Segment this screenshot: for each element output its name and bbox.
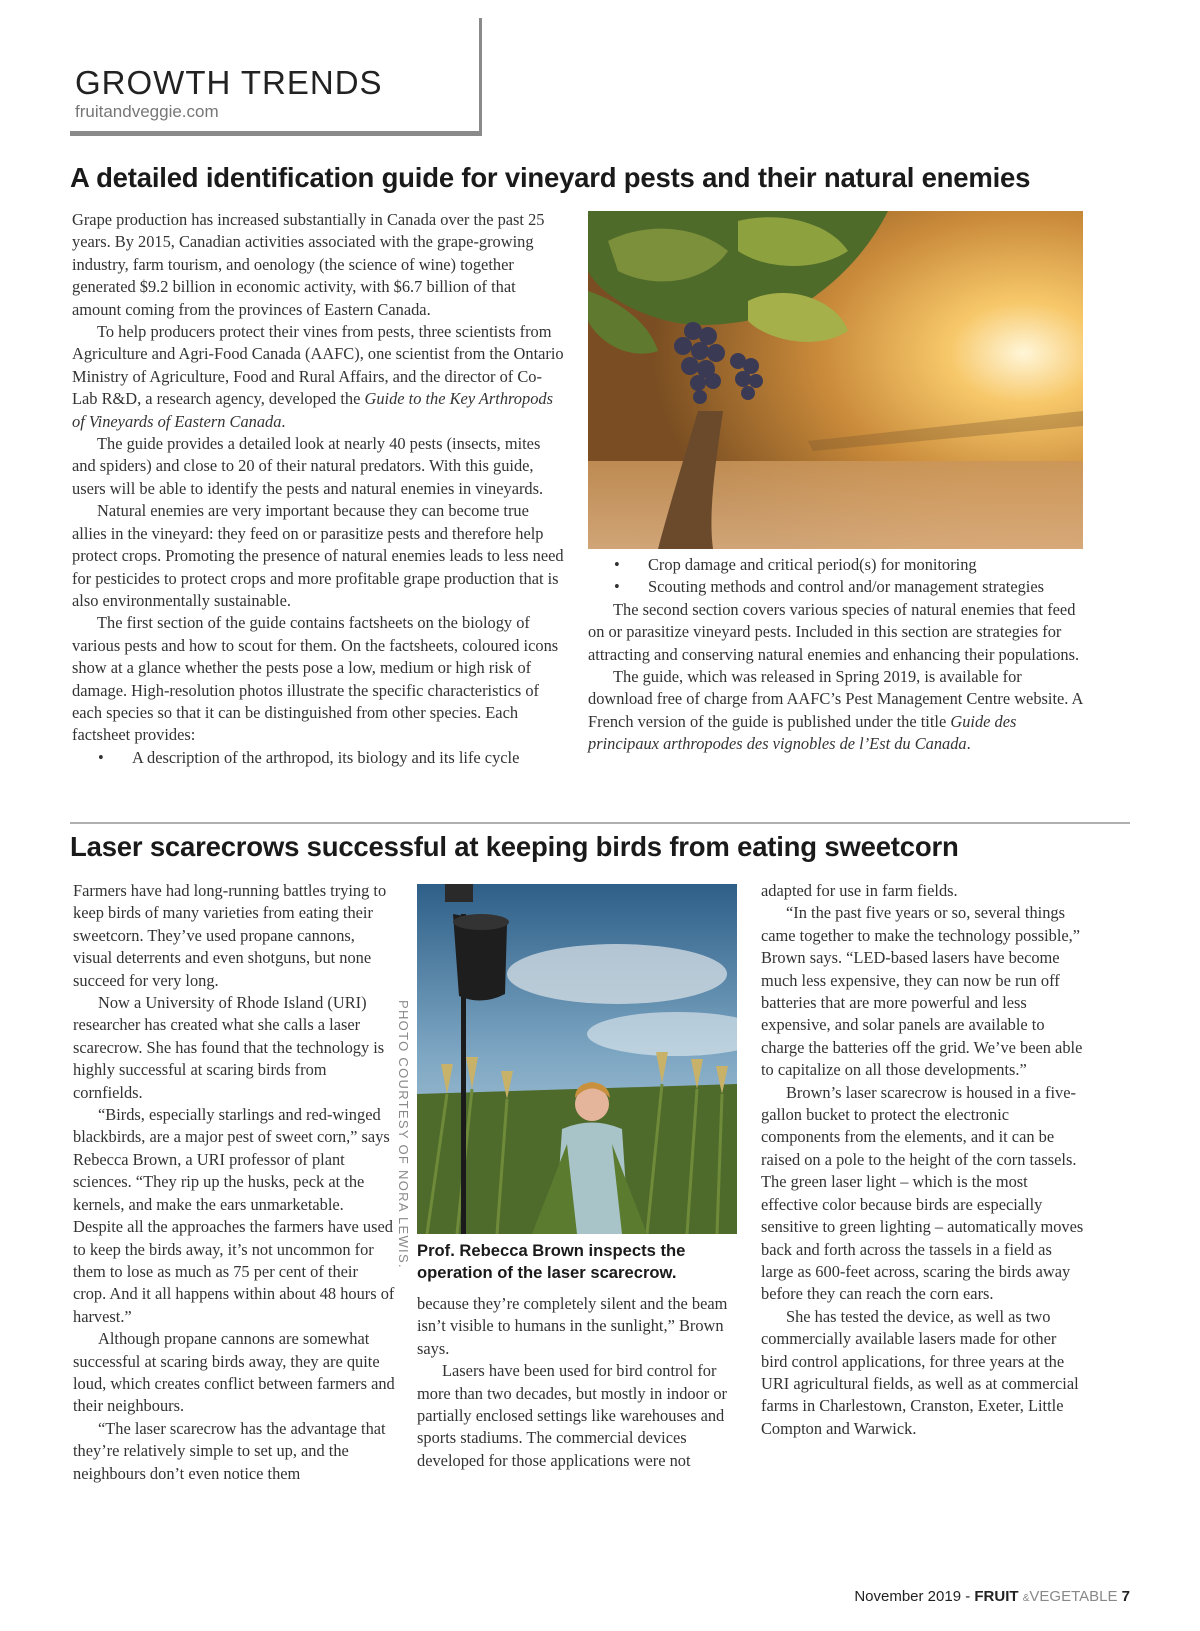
- section-label: GROWTH TRENDS: [75, 64, 383, 101]
- paragraph: The second section covers various species of natural enemies that feed on or parasitize vineyard pests. Included in this section are strategies for attracting and conserving natural enemies and enhancing their populations.: [588, 599, 1080, 664]
- article2-column-2: [417, 1293, 747, 1472]
- article2-column-1: [73, 880, 395, 1485]
- paragraph: The first section of the guide contains factsheets on the biology of various pests and how to scout for them. On the factsheets, coloured icons show at a glance whether the pests pose a low, medium or high risk of damage. High-resolution photos illustrate the specific characteristics of each species so that it can be distinguished from other species. Each factsheet provides:: [72, 613, 559, 745]
- paragraph: “In the past five years or so, several things came together to make the technology possible,” Brown says. “LED-based lasers have become much less expensive, they can now be run off batteries that are more powerful and less expensive, and solar panels are available to charge the batteries off the grid. We’ve been able to capitalize on all those developments.”: [761, 903, 1083, 1080]
- paragraph: Now a University of Rhode Island (URI) researcher has created what she calls a laser scarecrow. She has found that the technology is highly successful at scaring birds from cornfields.: [73, 993, 385, 1102]
- vineyard-grapes-photo: [588, 211, 1083, 549]
- factsheet-list: [588, 554, 1083, 599]
- page-number: 7: [1121, 1588, 1130, 1605]
- photo-caption: Prof. Rebecca Brown inspects the operation of the laser scarecrow.: [417, 1241, 686, 1282]
- paragraph: Brown’s laser scarecrow is housed in a five-gallon bucket to protect the electronic components from the elements, and it can be raised on a pole to the height of the corn tassels. The green laser light – which is the most effective color because birds are especially sensitive to green lighting – automatically moves back and forth across the tassels in a field as large as 600-feet across, scaring the birds away before they can reach the corn ears.: [761, 1082, 1084, 1304]
- french-guide-title: Guide des principaux arthropodes des vignobles de l’Est du Canada: [588, 711, 1017, 754]
- paragraph: Grape production has increased substantially in Canada over the past 25 years. By 2015, Canadian activities associated with the grape-growing industry, farm tourism, and oenology (the science of wine) together generated $9.2 billion in economic activity, with $6.7 billion of that amount coming from the provinces of Eastern Canada.: [72, 210, 545, 319]
- paragraph: adapted for use in farm fields.: [761, 881, 958, 900]
- paragraph: “The laser scarecrow has the advantage that they’re relatively simple to set up, and the neighbours don’t even notice them: [73, 1418, 386, 1483]
- article2-column-3: [761, 880, 1086, 1440]
- list-item: • Scouting methods and control and/or management strategies: [614, 577, 1045, 597]
- article1-right-column: [588, 554, 1083, 756]
- factsheet-list: [72, 747, 567, 769]
- magazine-brand-suffix: VEGETABLE: [1029, 1588, 1118, 1605]
- magazine-brand: FRUIT: [974, 1588, 1019, 1605]
- paragraph: Although propane cannons are somewhat successful at scaring birds away, they are quite loud, which creates conflict between farmers and their neighbours.: [73, 1329, 395, 1416]
- paragraph: because they’re completely silent and the beam isn’t visible to humans in the sunlight,” Brown says.: [417, 1294, 728, 1358]
- paragraph: To help producers protect their vines from pests, three scientists from Agriculture and Agri-Food Canada (AAFC), one scientist from the Ontario Ministry of Agriculture, Food and Rural Affairs, and the director of Co-Lab R&D, a research agency, developed the Guide to the Key Arthropods of Vineyards of Eastern Canada.: [72, 322, 564, 431]
- list-item: • Crop damage and critical period(s) for monitoring: [614, 555, 977, 574]
- list-item: • A description of the arthropod, its biology and its life cycle: [98, 747, 520, 767]
- article2-headline: Laser scarecrows successful at keeping birds from eating sweetcorn: [70, 831, 959, 862]
- paragraph: Farmers have had long-running battles trying to keep birds of many varieties from eating their sweetcorn. They’ve used propane cannons, visual deterrents and even shotguns, but none succeed for very long.: [73, 881, 387, 990]
- laser-scarecrow-photo: [417, 884, 737, 1234]
- site-url[interactable]: fruitandveggie.com: [75, 102, 219, 121]
- paragraph: The guide, which was released in Spring 2019, is available for download free of charge from AAFC’s Pest Management Centre website. A French version of the guide is published under the title Guide des principaux arthropodes des vignobles de l’Est du Canada.: [588, 667, 1083, 754]
- page-footer: November 2019 - FRUIT &VEGETABLE 7: [854, 1588, 1130, 1605]
- guide-title: Guide to the Key Arthropods of Vineyards of Eastern Canada: [72, 389, 553, 431]
- paragraph: “Birds, especially starlings and red-winged blackbirds, are a major pest of sweet corn,” says Rebecca Brown, a URI professor of plant sciences. “They rip up the husks, peck at the kernels, and make the ears unmarketable. Despite all the approaches the farmers have used to keep the birds away, it’s not uncommon for them to lose as much as 75 per cent of their crop. And it all happens within about 48 hours of harvest.”: [73, 1105, 395, 1326]
- article1-left-column: [72, 209, 567, 769]
- article1-headline: A detailed identification guide for vineyard pests and their natural enemies: [70, 162, 1031, 193]
- paragraph: The guide provides a detailed look at nearly 40 pests (insects, mites and spiders) and close to 20 of their natural predators. With this guide, users will be able to identify the pests and natural enemies in vineyards.: [72, 434, 544, 498]
- paragraph: She has tested the device, as well as two commercially available lasers made for other bird control applications, for three years at the URI agricultural fields, as well as at commercial farms in Charlestown, Cranston, Exeter, Little Compton and Warwick.: [761, 1306, 1079, 1438]
- paragraph: Lasers have been used for bird control for more than two decades, but mostly in indoor or partially enclosed settings like warehouses and sports stadiums. The commercial devices developed for those applications were not: [417, 1361, 727, 1470]
- paragraph: Natural enemies are very important because they can become true allies in the vineyard: they feed on or parasitize pests and therefore help protect crops. Promoting the presence of natural enemies leads to less need for pesticides to protect crops and more profitable grape production that is also environmentally sustainable.: [72, 501, 564, 610]
- section-divider: [70, 822, 1130, 824]
- issue-date: November 2019 -: [854, 1588, 975, 1605]
- photo-credit: PHOTO COURTESY OF NORA LEWIS.: [396, 1000, 411, 1269]
